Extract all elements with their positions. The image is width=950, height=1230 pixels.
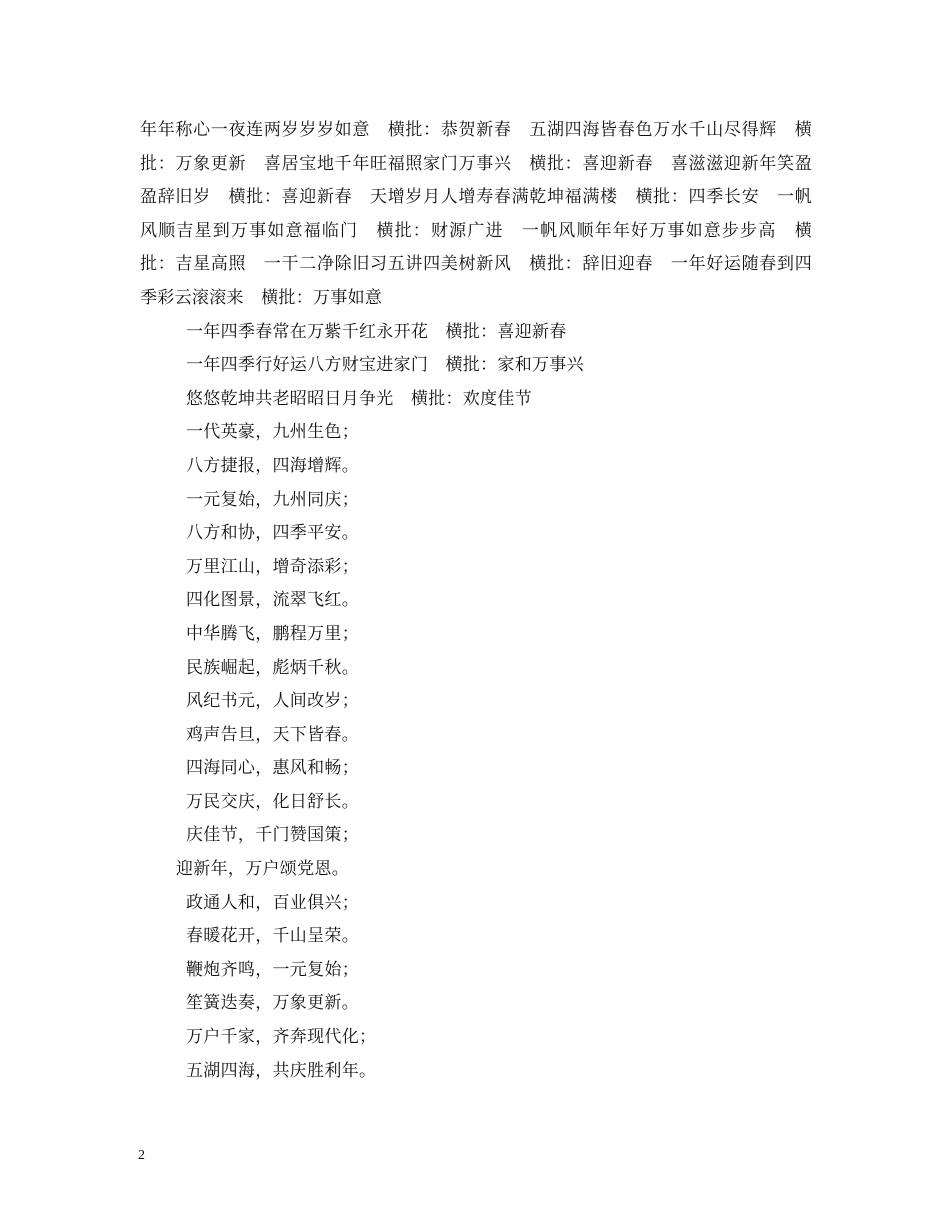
couplet-line: 一年四季春常在万紫千红永开花 横批：喜迎新春 bbox=[186, 321, 567, 342]
couplet-line: 政通人和，百业俱兴； bbox=[186, 892, 359, 913]
couplet-line: 八方捷报，四海增辉。 bbox=[186, 455, 359, 476]
couplet-line: 四化图景，流翠飞红。 bbox=[186, 590, 359, 611]
couplet-line: 五湖四海，共庆胜利年。 bbox=[186, 1060, 377, 1081]
couplet-line: 风纪书元，人间改岁； bbox=[186, 691, 359, 712]
couplet-line: 笙簧迭奏，万象更新。 bbox=[186, 993, 359, 1014]
document-body bbox=[140, 114, 812, 1088]
couplet-line: 鞭炮齐鸣，一元复始； bbox=[186, 959, 359, 980]
opening-paragraph: 年年称心一夜连两岁岁岁如意 横批：恭贺新春 五湖四海皆春色万水千山尽得辉 横批：万象更新 喜居宝地千年旺福照家门万事兴 横批：喜迎新春 喜滋滋迎新年笑盈盈辞旧岁 横批：喜迎新春 天增岁月人增寿春满乾坤福满楼 横批：四季长安 一帆风顺吉星到万事如意福临门 横批：财源广进 一帆风顺年年好万事如意步步高 横批：吉星高照 一干二净除旧习五讲四美树新风 横批：辞旧迎春 一年好运随春到四季彩云滚滚来 横批：万事如意 bbox=[140, 120, 812, 308]
couplet-line: 春暖花开，千山呈荣。 bbox=[186, 926, 359, 947]
couplet-line: 一元复始，九州同庆； bbox=[186, 489, 359, 510]
couplet-line: 万民交庆，化日舒长。 bbox=[186, 791, 359, 812]
couplet-line: 迎新年，万户颂党恩。 bbox=[176, 859, 349, 880]
couplet-line: 四海同心，惠风和畅； bbox=[186, 758, 359, 779]
couplet-line: 民族崛起，彪炳千秋。 bbox=[186, 657, 359, 678]
couplet-line: 庆佳节，千门赞国策； bbox=[186, 825, 359, 846]
couplet-line: 万户千家，齐奔现代化； bbox=[186, 1027, 377, 1048]
couplet-line: 悠悠乾坤共老昭昭日月争光 横批：欢度佳节 bbox=[186, 388, 532, 409]
couplet-list bbox=[140, 316, 812, 1089]
couplet-line: 一代英豪，九州生色； bbox=[186, 422, 359, 443]
couplet-line: 鸡声告旦，天下皆春。 bbox=[186, 724, 359, 745]
couplet-line: 八方和协，四季平安。 bbox=[186, 523, 359, 544]
page-number: 2 bbox=[138, 1148, 145, 1163]
couplet-line: 一年四季行好运八方财宝进家门 横批：家和万事兴 bbox=[186, 355, 584, 376]
couplet-line: 中华腾飞，鹏程万里； bbox=[186, 623, 359, 644]
couplet-line: 万里江山，增奇添彩； bbox=[186, 556, 359, 577]
